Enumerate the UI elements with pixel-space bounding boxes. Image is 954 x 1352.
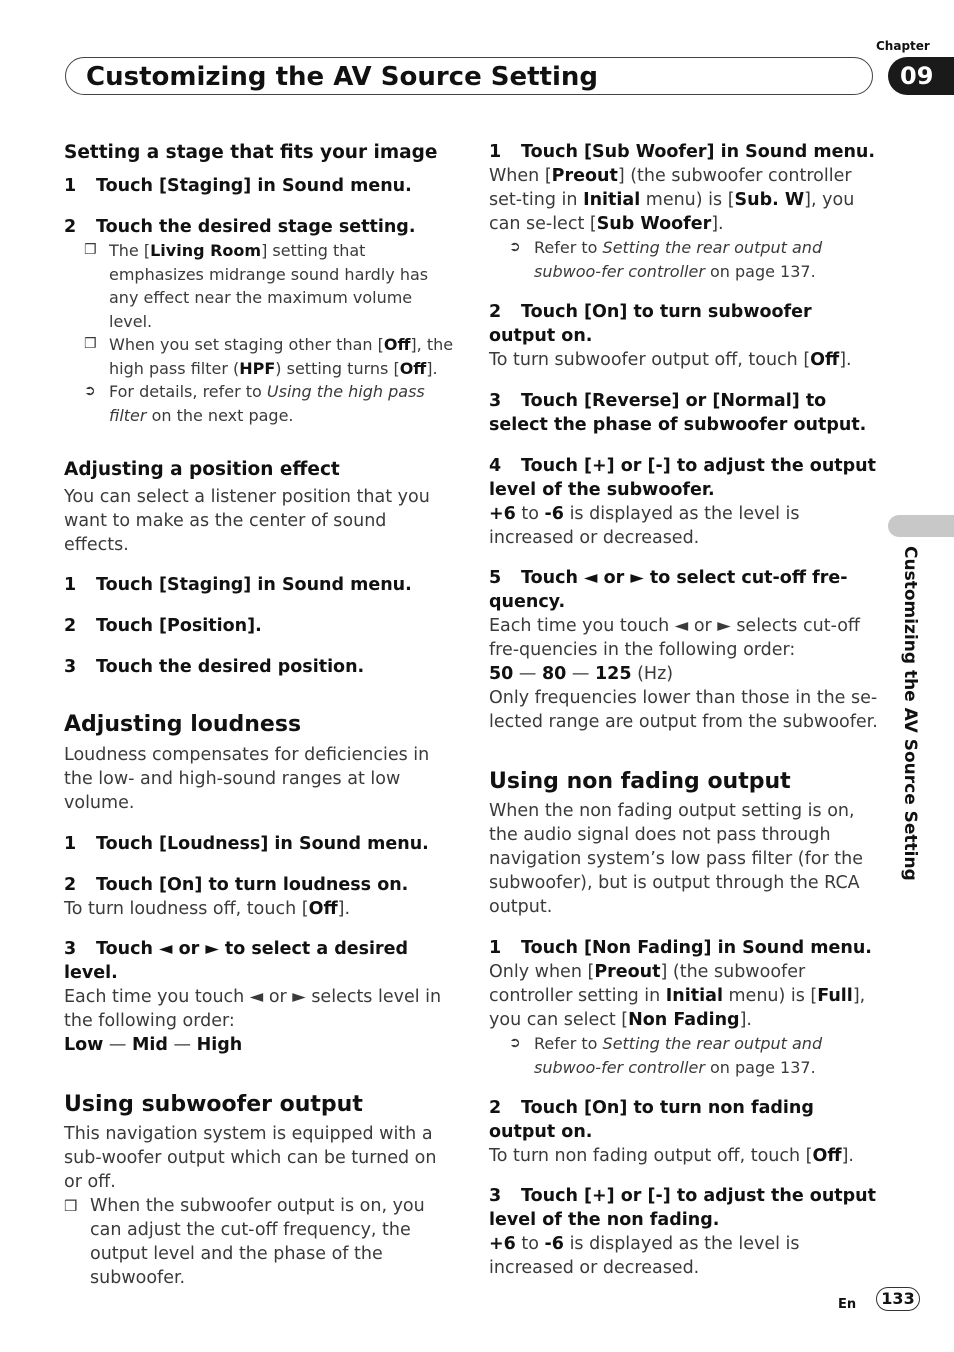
step-text: Touch [On] to turn subwoofer output on.	[489, 302, 812, 346]
step	[64, 573, 454, 597]
step-number: 1	[64, 575, 77, 595]
step	[64, 174, 454, 198]
section-heading-subwoofer: Using subwoofer output	[64, 1092, 363, 1117]
step-text: Touch [+] or [-] to adjust the output level of the non fading.	[489, 1186, 876, 1230]
title-bar	[65, 57, 873, 95]
step-text: Touch [Staging] in Sound menu.	[96, 176, 412, 196]
step-number: 3	[64, 657, 77, 677]
step-text: Touch [Position].	[96, 616, 262, 636]
cross-reference-link[interactable]: Setting the rear output and subwoo-fer controller	[534, 1034, 823, 1077]
paragraph: To turn subwoofer output off, touch [Off].	[489, 350, 852, 370]
step-text: Touch [Reverse] or [Normal] to select the phase of subwoofer output.	[489, 391, 867, 435]
paragraph: Each time you touch ◄ or ► selects level in the following order:	[64, 987, 442, 1031]
cross-reference-link[interactable]: Using the high pass filter	[109, 382, 425, 425]
paragraph: To turn non fading output off, touch [Off].	[489, 1146, 854, 1166]
note-item: ❒ The [Living Room] setting that emphasizes midrange sound hardly has any effect near the maximum volume level.	[84, 241, 429, 331]
paragraph: When [Preout] (the subwoofer controller set-ting in Initial menu) is [Sub. W], you can se-lect [Sub Woofer].	[489, 166, 855, 234]
option-sequence: 50 — 80 — 125 (Hz)	[489, 664, 674, 684]
paragraph: +6 to -6 is displayed as the level is increased or decreased.	[489, 504, 800, 548]
checkbox-bullet-icon: ❒	[84, 242, 97, 258]
step-text: Touch [On] to turn non fading output on.	[489, 1098, 814, 1142]
step-text: Touch ◄ or ► to select a desired level.	[64, 939, 409, 983]
paragraph: Each time you touch ◄ or ► selects cut-off fre-quencies in the following order:	[489, 616, 860, 660]
step-text: Touch [+] or [-] to adjust the output level of the subwoofer.	[489, 456, 876, 500]
section-heading-nonfading: Using non fading output	[489, 769, 791, 794]
note-item: ❒ When you set staging other than [Off], the high pass filter (HPF) setting turns [Off].	[84, 335, 454, 378]
step-text: Touch [Non Fading] in Sound menu.	[521, 938, 872, 958]
reference-item: ➲ Refer to Setting the rear output and subwoo-fer controller on page 137.	[509, 238, 823, 281]
step-number: 3	[489, 1186, 502, 1206]
step-number: 3	[64, 939, 77, 959]
paragraph: Loudness compensates for deficiencies in the low- and high-sound ranges at low volume.	[64, 745, 430, 813]
section-heading-position: Adjusting a position effect	[64, 459, 340, 480]
cross-reference-link[interactable]: Setting the rear output and subwoo-fer controller	[534, 238, 823, 281]
side-tab-marker	[888, 515, 954, 537]
step	[489, 300, 881, 348]
step	[489, 1096, 881, 1144]
paragraph: When the non fading output setting is on, the audio signal does not pass through navigation system’s low pass filter (for the subwoofer), but is output through the RCA output.	[489, 801, 863, 917]
step	[489, 454, 881, 502]
language-label: En	[838, 1297, 857, 1312]
step-number: 1	[489, 142, 502, 162]
step-text: Touch [Sub Woofer] in Sound menu.	[521, 142, 876, 162]
paragraph: +6 to -6 is displayed as the level is increased or decreased.	[489, 1234, 800, 1278]
paragraph: You can select a listener position that you want to make as the center of sound effects.	[64, 487, 430, 555]
reference-item: ➲ Refer to Setting the rear output and subwoo-fer controller on page 137.	[509, 1034, 823, 1077]
reference-item: ➲ For details, refer to Using the high pass filter on the next page.	[84, 382, 425, 425]
step	[489, 140, 881, 164]
chapter-number-badge: 09	[888, 57, 954, 95]
paragraph: Only frequencies lower than those in the se-lected range are output from the subwoofer.	[489, 688, 878, 732]
side-tab-label: Customizing the AV Source Setting	[900, 546, 920, 881]
left-column	[64, 140, 454, 1290]
step-text: Touch [Staging] in Sound menu.	[96, 575, 412, 595]
step-number: 2	[489, 1098, 502, 1118]
step-number: 3	[489, 391, 502, 411]
step	[64, 873, 454, 897]
page-title: Customizing the AV Source Setting	[86, 62, 599, 92]
step-number: 2	[64, 875, 77, 895]
paragraph: This navigation system is equipped with a sub-woofer output which can be turned on or off.	[64, 1124, 437, 1192]
step	[64, 937, 454, 985]
step	[489, 936, 881, 960]
section-heading-loudness: Adjusting loudness	[64, 712, 302, 737]
step	[64, 215, 454, 239]
step	[489, 566, 881, 614]
step-number: 1	[64, 176, 77, 196]
step-number: 2	[64, 616, 77, 636]
step-number: 4	[489, 456, 502, 476]
chapter-label: Chapter	[876, 39, 930, 53]
page-number: 133	[876, 1287, 920, 1311]
option-sequence: Low — Mid — High	[64, 1035, 243, 1055]
step-text: Touch the desired position.	[96, 657, 365, 677]
section-heading-stage: Setting a stage that fits your image	[64, 142, 438, 163]
step	[489, 1184, 881, 1232]
right-column	[489, 140, 881, 1280]
paragraph: To turn loudness off, touch [Off].	[64, 899, 351, 919]
step	[64, 614, 454, 638]
step	[64, 832, 454, 856]
step-text: Touch the desired stage setting.	[96, 217, 416, 237]
checkbox-bullet-icon: ❒	[84, 336, 97, 352]
step-text: Touch [On] to turn loudness on.	[96, 875, 409, 895]
step	[489, 389, 881, 437]
step-number: 1	[489, 938, 502, 958]
step-text: Touch ◄ or ► to select cut-off fre-quency.	[489, 568, 848, 612]
arrow-bullet-icon: ➲	[509, 1035, 521, 1051]
step-number: 5	[489, 568, 502, 588]
step-number: 1	[64, 834, 77, 854]
arrow-bullet-icon: ➲	[509, 239, 521, 255]
step-number: 2	[489, 302, 502, 322]
paragraph: Only when [Preout] (the subwoofer controller setting in Initial menu) is [Full], you can select [Non Fading].	[489, 962, 866, 1030]
arrow-bullet-icon: ➲	[84, 383, 96, 399]
step	[64, 655, 454, 679]
step-number: 2	[64, 217, 77, 237]
note-item: ❒ When the subwoofer output is on, you can adjust the cut-off frequency, the output level and the phase of the subwoofer.	[64, 1196, 425, 1288]
checkbox-bullet-icon: ❒	[64, 1197, 78, 1215]
step-text: Touch [Loudness] in Sound menu.	[96, 834, 429, 854]
